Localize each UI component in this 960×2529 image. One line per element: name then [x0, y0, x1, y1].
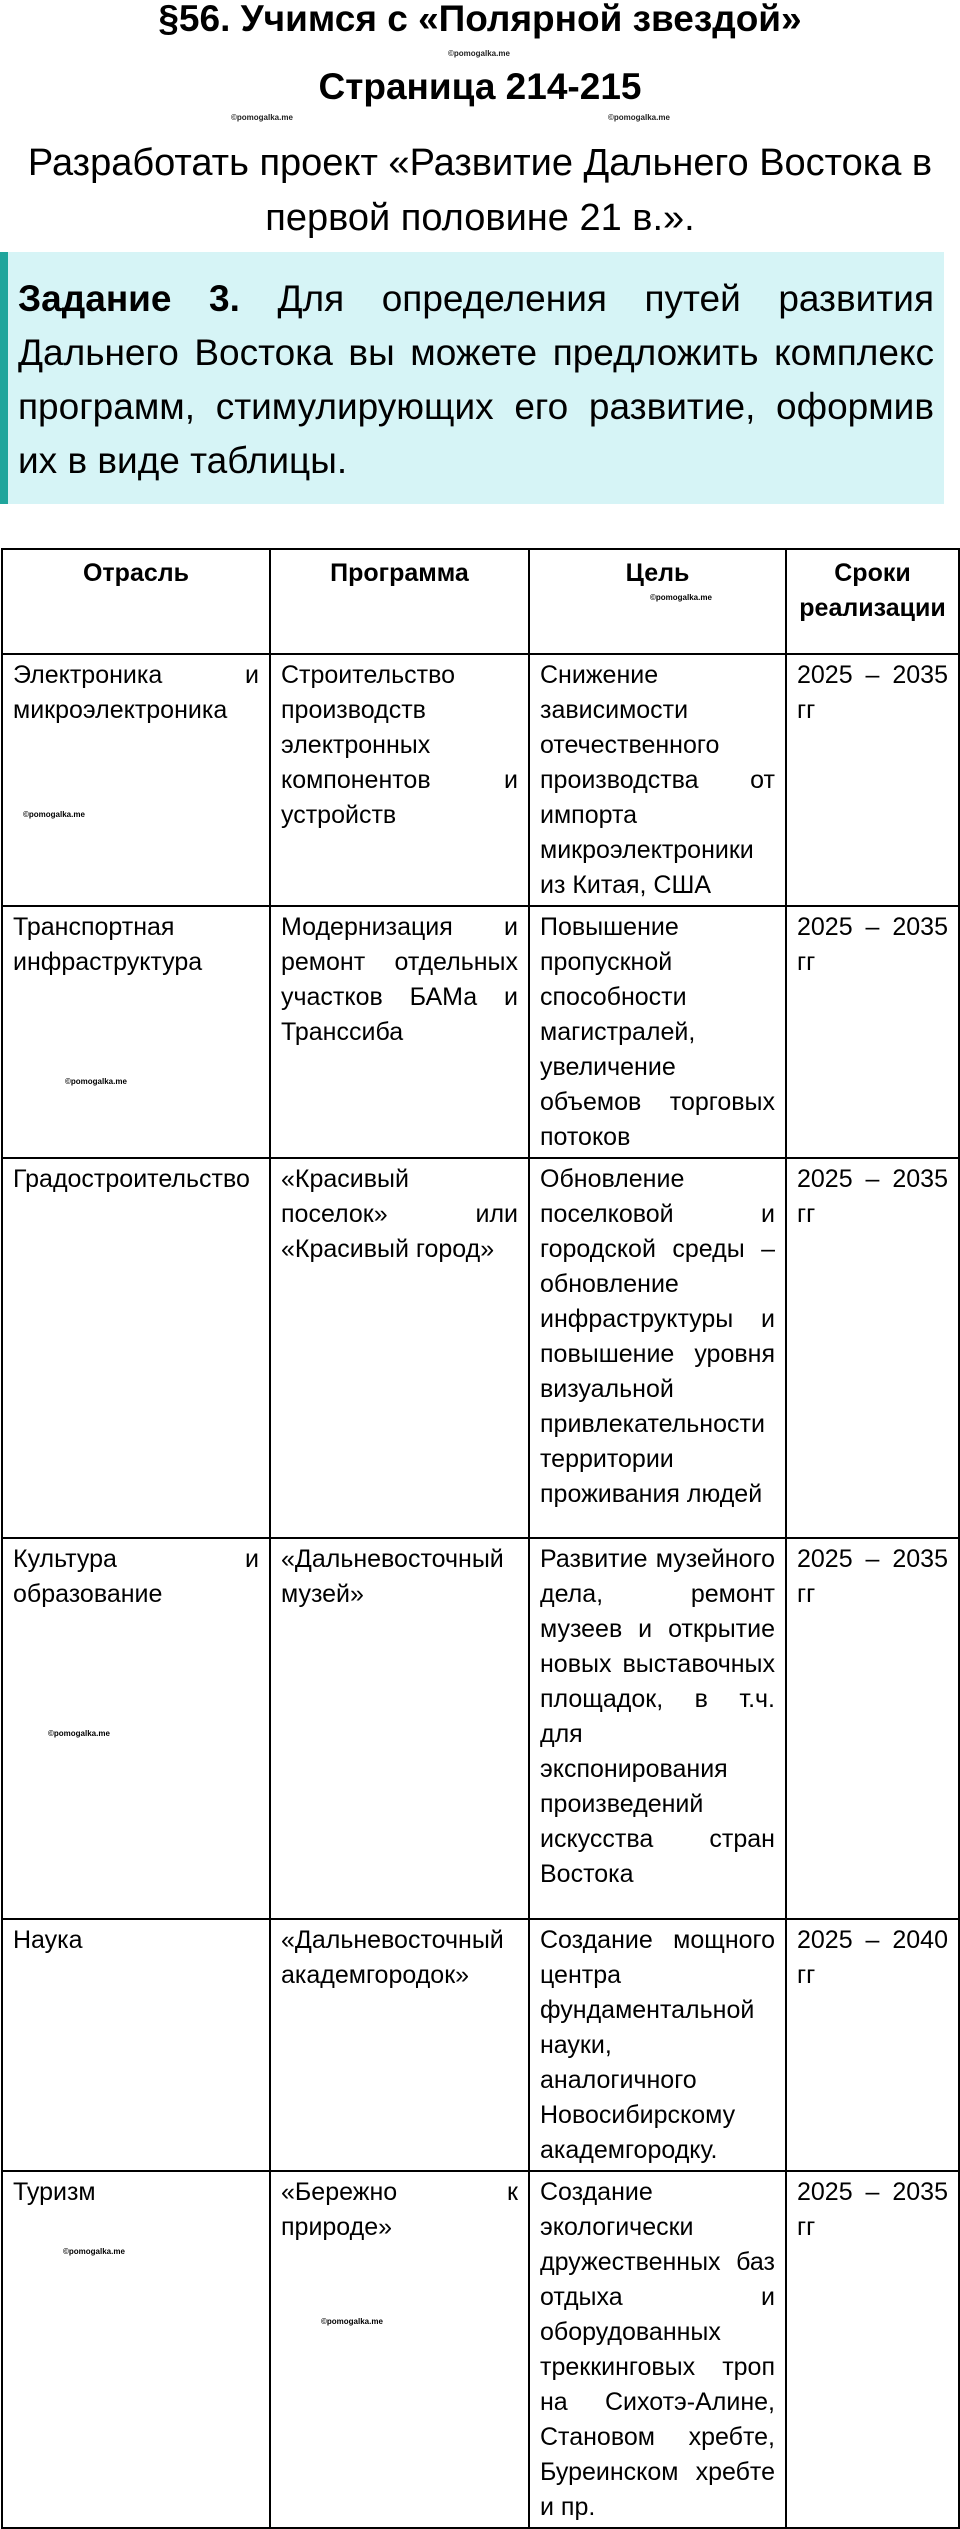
- table-row: [2, 654, 959, 906]
- cell-program: Модернизация и ремонт отдельных участков БАМа и Транссиба: [270, 906, 529, 1158]
- task-body: Для определения путей развития Дальнего Востока вы можете предложить комплекс программ, стимулирующих его развитие, оформив их в виде таблицы.: [18, 278, 934, 481]
- cell-industry: [2, 1538, 270, 1919]
- watermark: ©pomogalka.me: [63, 2247, 125, 2256]
- watermark: ©pomogalka.me: [231, 113, 293, 122]
- cell-program: «Красивый поселок» или «Красивый город»: [270, 1158, 529, 1538]
- cell-goal: Обновление поселковой и городской среды – обновление инфраструктуры и повышение уровня визуальной привлекательности территории проживания людей: [529, 1158, 786, 1538]
- table-row: [2, 2171, 959, 2528]
- cell-program: Строительство производств электронных компонентов и устройств: [270, 654, 529, 906]
- cell-industry-text: Культура и образование: [13, 1545, 259, 1608]
- column-header-industry: Отрасль: [2, 549, 270, 654]
- cell-industry: [2, 654, 270, 906]
- cell-industry: Наука: [2, 1919, 270, 2171]
- programs-table: [1, 548, 960, 2529]
- cell-goal: Снижение зависимости отечественного производства от импорта микроэлектроники из Китая, США: [529, 654, 786, 906]
- cell-industry-text: Туризм: [13, 2178, 96, 2206]
- table-header-row: [2, 549, 959, 654]
- task-label: Задание 3.: [18, 278, 240, 319]
- cell-goal: Повышение пропускной способности магистралей, увеличение объемов торговых потоков: [529, 906, 786, 1158]
- table-row: [2, 1158, 959, 1538]
- watermark: ©pomogalka.me: [23, 810, 85, 819]
- column-header-goal-label: Цель: [625, 559, 690, 587]
- cell-industry: [2, 2171, 270, 2528]
- cell-goal: Создание экологически дружественных баз отдыха и оборудованных треккинговых троп на Сихотэ-Алине, Становом хребте, Буреинском хребте и пр.: [529, 2171, 786, 2528]
- task-box: [0, 252, 944, 504]
- cell-industry-text: Электроника и микроэлектроника: [13, 661, 259, 724]
- watermark: ©pomogalka.me: [48, 1729, 110, 1738]
- cell-goal: Развитие музейного дела, ремонт музеев и открытие новых выставочных площадок, в т.ч. для экспонирования произведений искусства стран Востока: [529, 1538, 786, 1919]
- cell-program: «Дальневосточный академгородок»: [270, 1919, 529, 2171]
- cell-term: 2025 – 2035 гг: [786, 654, 959, 906]
- cell-program-text: «Бережно к природе»: [281, 2178, 518, 2241]
- cell-program: «Дальневосточный музей»: [270, 1538, 529, 1919]
- cell-term: 2025 – 2035 гг: [786, 1538, 959, 1919]
- watermark: ©pomogalka.me: [650, 593, 712, 602]
- cell-term: 2025 – 2040 гг: [786, 1919, 959, 2171]
- watermark: ©pomogalka.me: [608, 113, 670, 122]
- cell-industry: [2, 906, 270, 1158]
- section-title: §56. Учимся с «Полярной звездой»: [158, 0, 802, 39]
- table-row: [2, 1919, 959, 2171]
- cell-program: [270, 2171, 529, 2528]
- watermark: ©pomogalka.me: [448, 49, 510, 58]
- cell-goal: Создание мощного центра фундаментальной науки, аналогичного Новосибирскому академгородку.: [529, 1919, 786, 2171]
- page-number-title: Страница 214-215: [318, 66, 642, 107]
- cell-term: 2025 – 2035 гг: [786, 2171, 959, 2528]
- cell-term: 2025 – 2035 гг: [786, 1158, 959, 1538]
- column-header-program: Программа: [270, 549, 529, 654]
- task-text: [18, 272, 934, 488]
- table-row: [2, 1538, 959, 1919]
- project-statement: Разработать проект «Развитие Дальнего Востока в первой половине 21 в.».: [27, 142, 933, 239]
- watermark: ©pomogalka.me: [321, 2317, 383, 2326]
- cell-term: 2025 – 2035 гг: [786, 906, 959, 1158]
- column-header-goal: [529, 549, 786, 654]
- column-header-term: Сроки реализации: [786, 549, 959, 654]
- table-row: [2, 906, 959, 1158]
- watermark: ©pomogalka.me: [65, 1077, 127, 1086]
- cell-industry: Градостроительство: [2, 1158, 270, 1538]
- cell-industry-text: Транспортная инфраструктура: [13, 913, 203, 976]
